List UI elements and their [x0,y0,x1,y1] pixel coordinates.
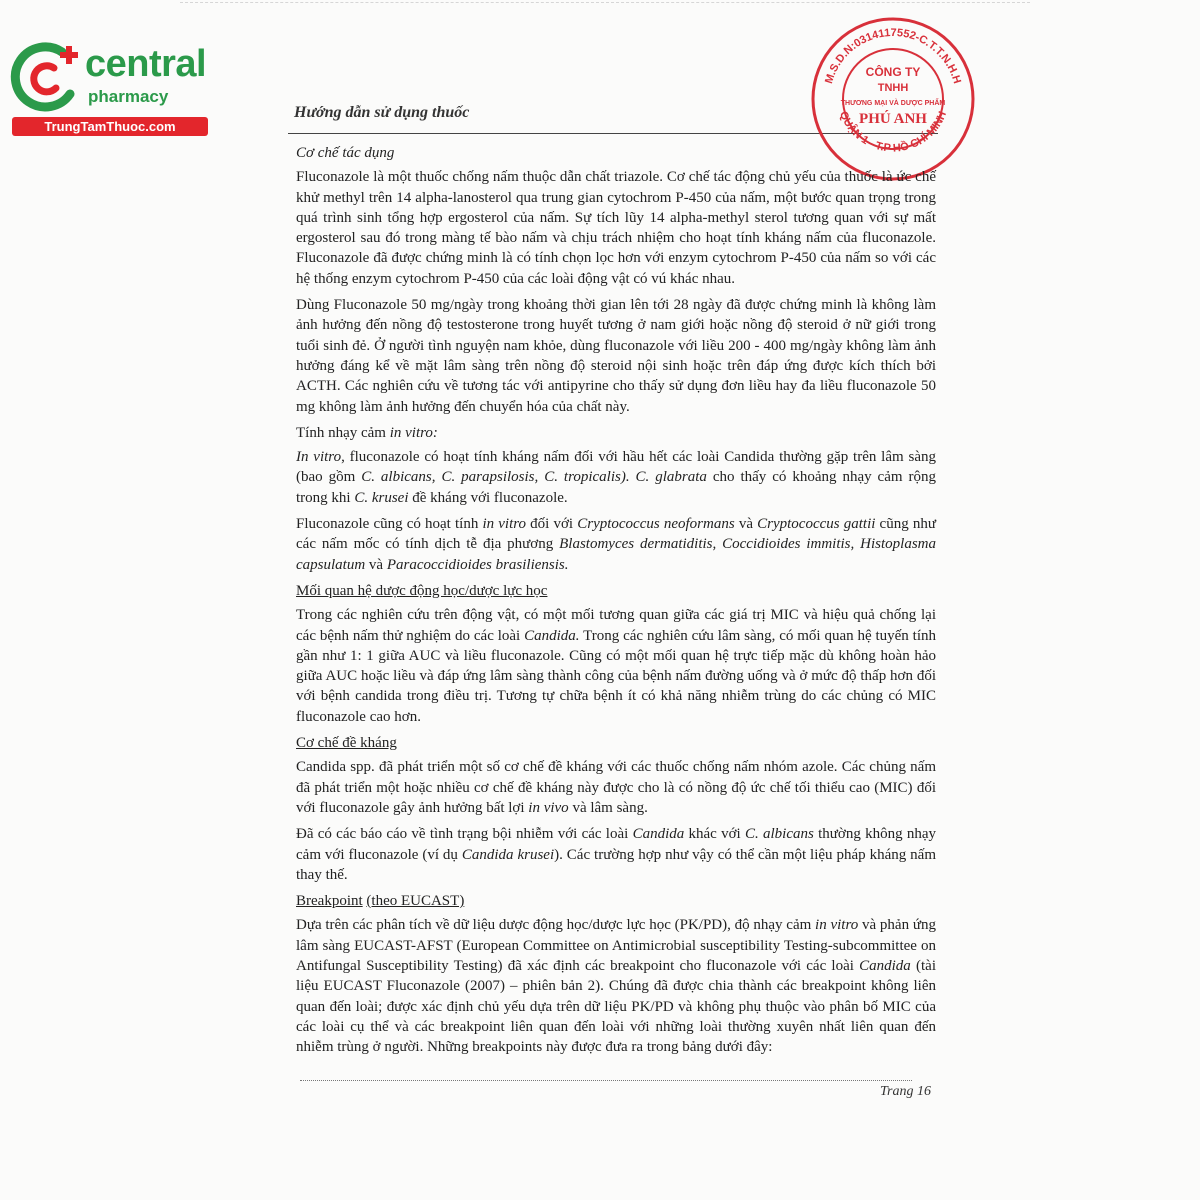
body-text: và phản ứng lâm sàng EUCAST-AFST (European Committee on Antimicrobial susceptibility Testing-subcommittee on Antifungal Susceptibility Testing) đã xác định các breakpoint cho fluconazole với các loài [296,917,936,974]
em-text: in vivo [528,799,569,816]
paragraph-susceptibility-2 [296,514,936,575]
paragraph-mechanism-1: Fluconazole là một thuốc chống nấm thuộc dẫn chất triazole. Cơ chế tác động chủ yếu của thuốc là ức chế khử methyl trên 14 alpha-lanosterol qua trung gian cytochrom P-450 của nấm, một bước quan trọng trong quá trình sinh tổng hợp ergosterol của nấm. Sự tích lũy 14 alpha-methyl sterol tương quan với sự mất ergosterol sau đó trong màng tế bào nấm và chịu trách nhiệm cho hoạt tính kháng nấm của fluconazole. Fluconazole đã được chứng minh là có tính chọn lọc hơn với enzym cytochrom P-450 của nấm so với các hệ thống enzym cytochrom P-450 của các loài động vật có vú khác nhau. [296,169,936,287]
stamp-line-2: TNHH [877,82,909,94]
em-text: C. krusei [354,489,409,506]
paragraph-resistance-2 [296,824,936,885]
brand-name: central [85,43,207,85]
body-text: Dựa trên các phân tích về dữ liệu dược động học/dược lực học (PK/PD), độ nhạy cảm [296,917,816,934]
em-text: Candida [632,826,685,843]
heading-italic: in vitro: [389,424,438,441]
em-text: Cryptococcus neoformans [577,516,735,533]
em-text: in vitro [815,917,859,934]
section-heading-resistance: Cơ chế đề kháng [296,735,397,752]
paragraph-breakpoint [296,915,936,1057]
body-text: , fluconazole có hoạt tính kháng nấm đối với hầu hết các loài Candida thường gặp trên lâm sàng (bao gồm [296,449,936,486]
stamp-line-1: CÔNG TY [865,65,921,79]
em-text: Candida [859,957,911,974]
scan-edge-line [180,2,1030,3]
brand-subtitle: pharmacy [88,87,169,106]
body-text: đề kháng với fluconazole. [408,489,568,506]
em-text: Candida krusei [461,846,555,863]
stamp-ring-top: M.S.D.N:0314117552-C.T.T.N.H.H [823,26,963,86]
stamp-ring-bottom: QUẬN 1 - T.P HỒ CHÍ MINH [836,109,950,155]
em-text: C. albicans, C. parapsilosis, C. tropicalis). C. glabrata [361,469,707,486]
body-text: ). Các trường hợp như vậy có thể cần một liệu pháp kháng nấm thay thế. [296,846,936,883]
stamp-line-3: THƯƠNG MẠI VÀ DƯỢC PHẨM [840,100,946,107]
document-body [296,143,936,1063]
section-heading-breakpoint [296,891,936,911]
section-heading-susceptibility [296,423,936,443]
footer-divider [300,1080,912,1081]
body-text: cho thấy có khoảng nhạy cảm rộng trong khi [296,469,936,506]
em-text: Blastomyces dermatiditis, Coccidioides immitis, Histoplasma capsulatum [296,536,936,573]
body-text: thường không nhạy cảm với fluconazole (ví dụ [296,826,937,863]
section-heading-pkpd: Mối quan hệ dược động học/dược lực học [296,582,548,599]
paragraph-pkpd [296,605,936,727]
body-text: đối với [526,516,578,533]
body-text: và lâm sàng. [568,799,648,816]
body-text: Trong các nghiên cứu trên động vật, có một mối tương quan giữa các giá trị MIC và hiệu quả chống lại các bệnh nấm thử nghiệm do các loài [296,607,936,644]
em-text: in vitro [482,516,527,533]
page-number: Trang 16 [880,1084,931,1099]
em-text: Paracoccidioides brasiliensis. [386,556,569,573]
body-text: và [365,556,387,573]
body-text: cũng như các nấm mốc có tính dịch tễ địa phương [296,516,936,553]
pharmacy-cross-icon [10,38,90,118]
em-text: C. albicans [744,826,814,843]
body-text: Candida spp. đã phát triển một số cơ chế đề kháng với các thuốc chống nấm nhóm azole. Các chủng nấm đã phát triển một hoặc nhiều cơ chế đề kháng này được cho là có nồng độ ức chế tối thiểu cao (MIC) đối với fluconazole gây ảnh hưởng bất lợi [296,759,936,816]
body-text: và [734,516,758,533]
body-text: Đã có các báo cáo về tình trạng bội nhiễm với các loài [296,826,633,843]
heading-text: (theo EUCAST) [366,893,465,910]
em-text: Candida. [524,627,580,644]
body-text: Fluconazole cũng có hoạt tính [296,516,483,533]
em-text: In vitro [296,449,342,466]
page-title: Hướng dẫn sử dụng thuốc [294,104,470,121]
heading-text: Tính nhạy cảm [296,424,390,441]
em-text: Cryptococcus gattii [757,516,876,533]
heading-text: Breakpoint [296,893,363,910]
paragraph-mechanism-2: Dùng Fluconazole 50 mg/ngày trong khoảng thời gian lên tới 28 ngày đã được chứng minh là không làm ảnh hưởng đến nồng độ testosterone trong huyết tương ở nam giới hoặc nồng độ steroid ở nữ giới trong tuổi sinh đẻ. Ở người tình nguyện nam khỏe, dùng fluconazole với liều 200 - 400 mg/ngày không làm ảnh hưởng đáng kể về mặt lâm sàng trên nồng độ steroid nội sinh hoặc trên đáp ứng được kích thích bởi ACTH. Các nghiên cứu về tương tác với antipyrine cho thấy sử dụng đơn liều hay đa liều fluconazole 50 mg không làm ảnh hưởng đến chuyển hóa của chất này. [296,297,936,415]
section-heading-mechanism: Cơ chế tác dụng [296,145,395,161]
stamp-line-4: PHÚ ANH [859,111,927,127]
body-text: (tài liệu EUCAST Fluconazole (2007) – phiên bản 2). Chúng đã được chia thành các breakpoint không liên quan đến loài; được xác định chủ yếu dựa trên dữ liệu PK/PD và không phụ thuộc vào phân bố MIC của các loài cụ thể và các breakpoint liên quan đến loài với những loài thường xuyên nhất liên quan đến nhiễm trùng ở người. Những breakpoints này được đưa ra trong bảng dưới đây: [296,957,936,1056]
paragraph-resistance-1 [296,757,936,818]
body-text: khác với [684,826,745,843]
website-badge[interactable]: TrungTamThuoc.com [12,117,208,136]
paragraph-susceptibility-1 [296,447,936,508]
body-text: Trong các nghiên cứu lâm sàng, có mối quan hệ tuyến tính gần như 1: 1 giữa AUC và liều fluconazole. Cũng có một mối quan hệ trực tiếp mặc dù không hoàn hảo giữa AUC hoặc liều và đáp ứng lâm sàng thành công của bệnh nấm đường uống và ở mức độ thấp hơn đối với bệnh candida trong điều trị. Tương tự chữa bệnh ít có khả năng nhiễm trùng do các chủng có MIC fluconazole cao hơn. [296,627,936,725]
